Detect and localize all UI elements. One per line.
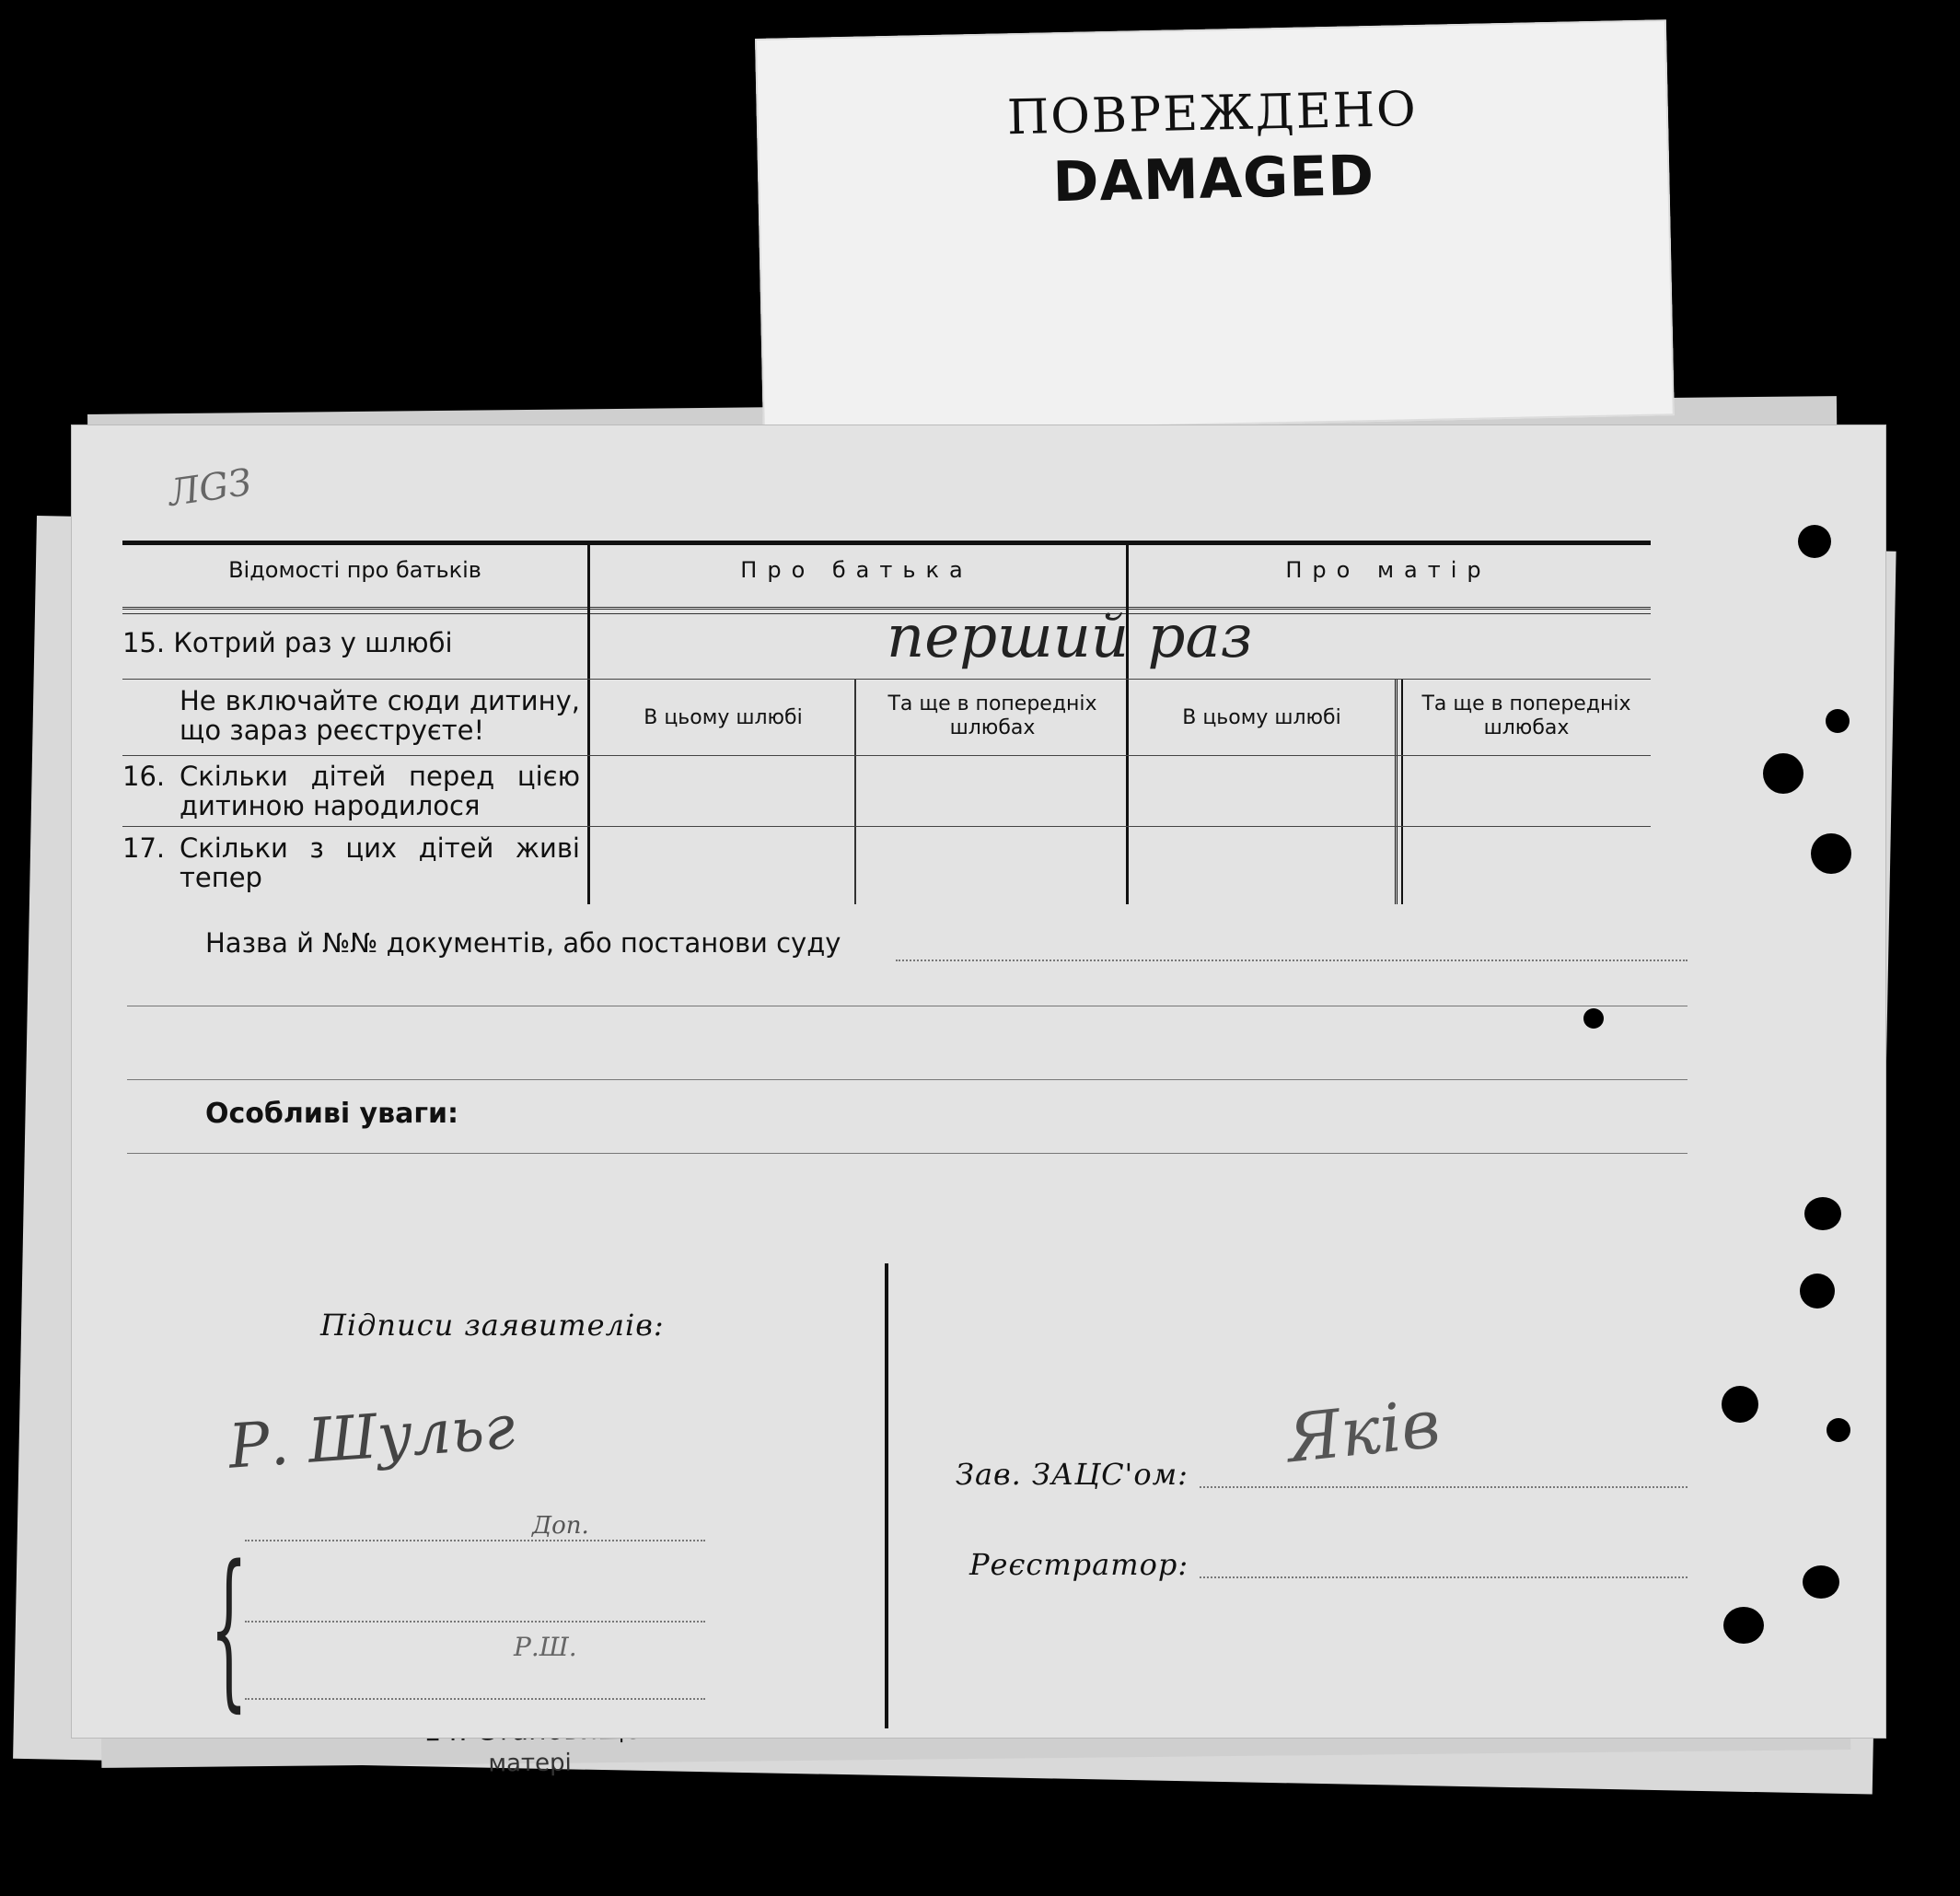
punch-hole <box>1826 709 1850 733</box>
parents-info-table <box>122 541 1651 904</box>
punch-hole <box>1763 753 1803 794</box>
damaged-tag-card <box>755 19 1675 435</box>
applicants-signatures-label: Підписи заявителів: <box>320 1308 665 1343</box>
damaged-tag-english: DAMAGED <box>1051 143 1375 215</box>
punch-hole <box>1804 1197 1841 1230</box>
applicants-brace: { <box>210 1529 249 1727</box>
applicant-line-2 <box>245 1621 705 1623</box>
applicant-line-1-note: Доп. <box>532 1512 589 1540</box>
mother-col-this-marriage: В цьому шлюбі <box>1182 706 1341 729</box>
punch-hole <box>1811 833 1851 874</box>
head-of-registry-line <box>1200 1486 1687 1488</box>
header-about-father: Про батька <box>740 557 973 583</box>
head-of-registry-signature: Яків <box>1283 1384 1444 1478</box>
documents-label: Назва й №№ документів, або постанови суду <box>205 927 841 959</box>
corner-handwritten-number: ЛGЗ <box>166 460 255 516</box>
punch-hole <box>1800 1274 1835 1309</box>
applicant-line-2-note: Р.Ш. <box>514 1632 577 1662</box>
documents-line-3 <box>127 1079 1687 1080</box>
row-16-number: 16. <box>122 761 166 792</box>
special-notes-label: Особливі уваги: <box>205 1098 459 1130</box>
applicant-signature: Р. Шульг <box>226 1391 517 1483</box>
row-divider-note <box>122 755 1651 756</box>
punch-hole <box>1723 1607 1764 1644</box>
header-about-mother: Про матір <box>1285 557 1491 583</box>
applicant-line-1 <box>245 1540 705 1541</box>
header-parents-info: Відомості про батьків <box>228 557 481 583</box>
row-15-handwritten-answer: перший раз <box>887 603 1253 671</box>
damaged-tag-ukrainian: ПОВРЕЖДЕНО <box>1006 81 1419 146</box>
head-of-registry-label: Зав. ЗАЦС'ом: <box>956 1457 1189 1492</box>
signature-divider <box>885 1263 888 1728</box>
father-sub-divider <box>854 679 856 904</box>
registrar-label: Реєстратор: <box>969 1547 1189 1582</box>
row-17-label: Скільки з цих дітей живі тепер <box>180 832 580 893</box>
punch-hole <box>1803 1565 1839 1599</box>
row-divider-15 <box>122 679 1651 680</box>
birth-registration-form <box>72 425 1885 1738</box>
underlying-line-continuation: матері <box>488 1749 572 1778</box>
row-17-number: 17. <box>122 832 166 864</box>
row-divider-16 <box>122 826 1651 827</box>
mother-col-previous-marriages: Та ще в попередніх шлюбах <box>1421 692 1631 739</box>
documents-dotted-line <box>896 960 1687 961</box>
father-col-previous-marriages: Та ще в попередніх шлюбах <box>887 692 1097 739</box>
punch-hole <box>1827 1418 1850 1442</box>
punch-hole <box>1583 1008 1604 1029</box>
row-15-label: 15. Котрий раз у шлюбі <box>122 627 453 658</box>
column-divider-2 <box>1126 541 1129 904</box>
applicant-line-3 <box>245 1698 705 1700</box>
registrar-line <box>1200 1576 1687 1578</box>
punch-hole <box>1722 1386 1758 1423</box>
row-16-label: Скільки дітей перед цією дитиною народилося <box>180 761 580 821</box>
special-notes-line <box>127 1153 1687 1154</box>
note-exclude-child: Не включайте сюди дитину, що зараз реєструєте! <box>180 685 580 746</box>
punch-hole <box>1798 525 1831 558</box>
column-divider-1 <box>587 541 590 904</box>
table-top-rule <box>122 541 1651 545</box>
father-col-this-marriage: В цьому шлюбі <box>644 706 803 729</box>
